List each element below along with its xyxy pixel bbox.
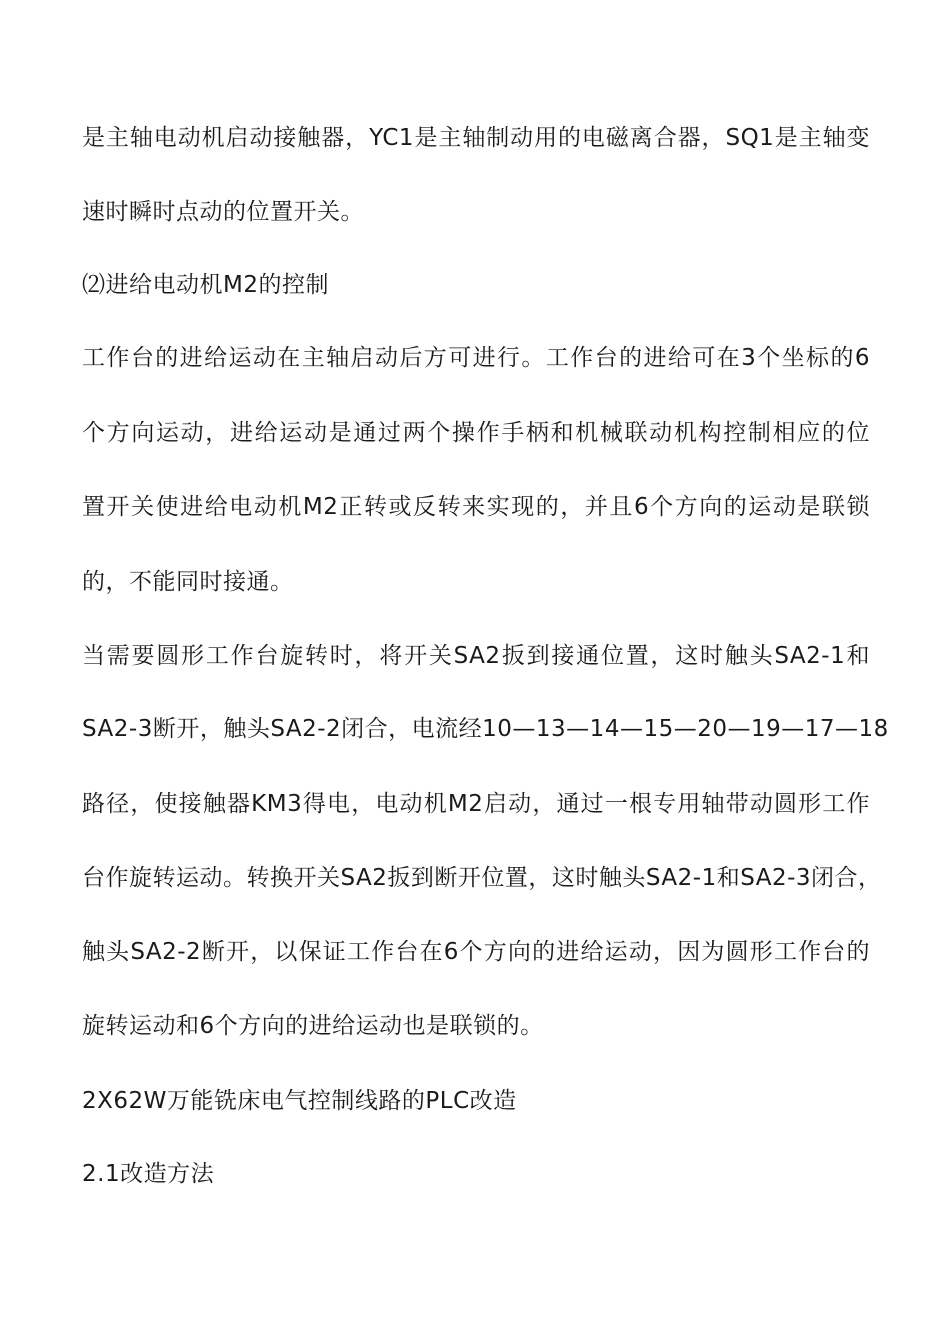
section-heading: 2X62W万能铣床电气控制线路的PLC改造 (82, 1088, 517, 1114)
paragraph-line: 路径，使接触器KM3得电，电动机M2启动，通过一根专用轴带动圆形工作 (82, 791, 870, 817)
paragraph-line: 置开关使进给电动机M2正转或反转来实现的，并且6个方向的运动是联锁 (82, 494, 870, 520)
section-heading: ⑵进给电动机M2的控制 (82, 272, 329, 298)
paragraph-line: 当需要圆形工作台旋转时，将开关SA2扳到接通位置，这时触头SA2-1和 (82, 643, 870, 669)
paragraph-line: 旋转运动和6个方向的进给运动也是联锁的。 (82, 1013, 544, 1039)
paragraph-line: 个方向运动，进给运动是通过两个操作手柄和机械联动机构控制相应的位 (82, 420, 870, 446)
paragraph-line: 台作旋转运动。转换开关SA2扳到断开位置，这时触头SA2-1和SA2-3闭合， (82, 865, 882, 891)
paragraph-line: SA2-3断开，触头SA2-2闭合，电流经10—13—14—15—20—19—17—18 (82, 716, 889, 742)
paragraph-line: 的，不能同时接通。 (82, 569, 294, 595)
paragraph-line: 工作台的进给运动在主轴启动后方可进行。工作台的进给可在3个坐标的6 (82, 345, 870, 371)
subsection-heading: 2.1改造方法 (82, 1161, 215, 1187)
paragraph-line: 速时瞬时点动的位置开关。 (82, 199, 364, 225)
paragraph-line: 是主轴电动机启动接触器，YC1是主轴制动用的电磁离合器，SQ1是主轴变 (82, 125, 870, 151)
paragraph-line: 触头SA2-2断开，以保证工作台在6个方向的进给运动，因为圆形工作台的 (82, 939, 870, 965)
